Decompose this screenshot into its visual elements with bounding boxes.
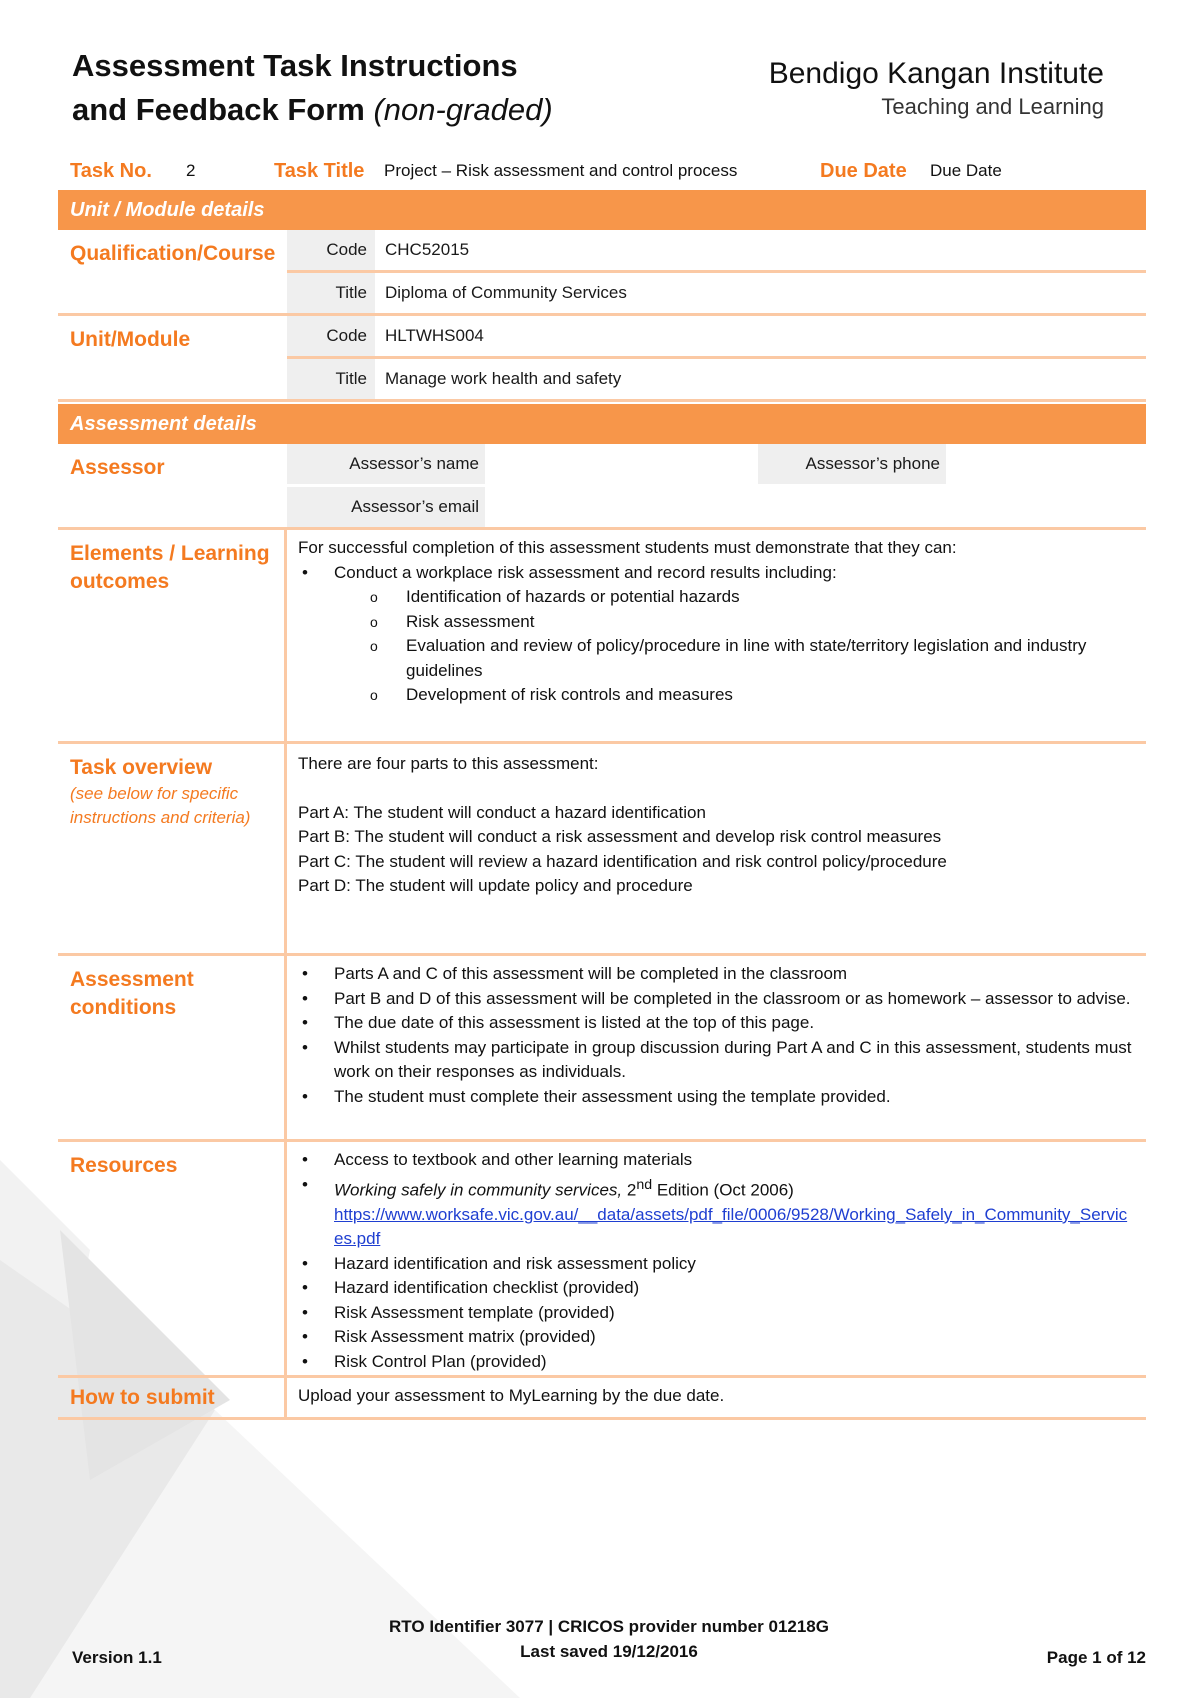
document-title (72, 44, 553, 132)
elements-intro: For successful completion of this assessment students must demonstrate that they can: (298, 538, 957, 557)
rto-identifier: RTO Identifier 3077 | CRICOS provider number 01218G (389, 1617, 829, 1636)
task-overview-row (58, 744, 1146, 956)
qualification-code-label: Code (287, 230, 375, 270)
unit-code-row (287, 316, 1146, 356)
worksafe-link[interactable]: https://www.worksafe.vic.gov.au/__data/assets/pdf_file/0006/9528/Working_Safely_in_Community_Services.pdf (334, 1204, 1128, 1249)
title-line-1: Assessment Task Instructions (72, 48, 518, 83)
assessment-conditions-content (298, 962, 1136, 1109)
resource-item: • Hazard identification and risk assessment policy (334, 1252, 1136, 1277)
title-line-2: and Feedback Form (72, 92, 365, 127)
qualification-title-value: Diploma of Community Services (385, 283, 627, 302)
assessment-details-section-heading: Assessment details (58, 404, 1146, 444)
qualification-code-row (287, 230, 1146, 270)
task-title-value: Project – Risk assessment and control process (384, 161, 738, 180)
task-no-value: 2 (186, 161, 196, 180)
elements-row (58, 530, 1146, 744)
qualification-label: Qualification/Course (70, 242, 276, 265)
resource-item: • Risk Assessment matrix (provided) (334, 1325, 1136, 1350)
qualification-row (58, 230, 1146, 316)
unit-code-label: Code (287, 316, 375, 356)
elements-bullet: • Conduct a workplace risk assessment and record results including: o Identification of hazards or potential hazards o Risk assessment o Evaluation and review of policy/procedure in line with state/territory legislation and industry guidelines o Development of risk controls and measures (334, 561, 1136, 708)
resource-item-worksafe: • Working safely in community services, 2nd Edition (Oct 2006) https://www.worksafe.vic.gov.au/__data/assets/pdf_file/0006/9528/Working_Safely_in_Community_Services.pdf (334, 1173, 1136, 1252)
resource-item: • Access to textbook and other learning materials (334, 1148, 1136, 1173)
last-saved: Last saved 19/12/2016 (520, 1642, 698, 1661)
unit-title-label: Title (287, 359, 375, 399)
assessor-name-label: Assessor’s name (287, 444, 485, 484)
unit-module-section-heading: Unit / Module details (58, 190, 1146, 230)
task-overview-label: Task overview (see below for specific instructions and criteria) (70, 754, 270, 830)
assessor-phone-label: Assessor’s phone (758, 444, 946, 484)
unit-label: Unit/Module (70, 328, 191, 351)
condition-item: • Whilst students may participate in group discussion during Part A and C in this assessment, students must work on their responses as individuals. (334, 1036, 1136, 1085)
title-suffix: (non-graded) (373, 92, 553, 127)
resource-item: • Risk Control Plan (provided) (334, 1350, 1136, 1375)
elements-sub-item: o Development of risk controls and measures (406, 683, 1136, 708)
resources-content (298, 1148, 1136, 1374)
task-no-label: Task No. (70, 160, 152, 182)
how-to-submit-row (58, 1378, 1146, 1420)
due-date-value: Due Date (930, 161, 1002, 180)
overview-part: Part A: The student will conduct a hazard identification (298, 802, 706, 822)
elements-sub-item: o Identification of hazards or potential hazards (406, 585, 1136, 610)
unit-title-value: Manage work health and safety (385, 369, 622, 388)
condition-item: • The due date of this assessment is listed at the top of this page. (334, 1011, 1136, 1036)
overview-part: Part D: The student will update policy and procedure (298, 876, 693, 895)
version-label: Version 1.1 (72, 1648, 162, 1667)
resources-label: Resources (70, 1154, 178, 1177)
task-overview-content (298, 752, 1136, 899)
elements-label: Elements / Learning outcomes (70, 542, 270, 593)
task-title-label: Task Title (274, 160, 365, 182)
how-to-submit-text: Upload your assessment to MyLearning by the due date. (298, 1386, 725, 1405)
resources-row (58, 1142, 1146, 1378)
elements-content (298, 536, 1136, 708)
institute-name: Bendigo Kangan Institute (768, 57, 1104, 90)
overview-intro: There are four parts to this assessment: (298, 754, 599, 773)
assessor-email-label: Assessor’s email (287, 487, 485, 527)
unit-code-value: HLTWHS004 (385, 326, 484, 345)
qualification-code-value: CHC52015 (385, 240, 470, 259)
assessment-conditions-label: Assessment conditions (70, 968, 194, 1019)
unit-title-row (287, 359, 1146, 399)
condition-item: • The student must complete their assessment using the template provided. (334, 1085, 1136, 1110)
department-name: Teaching and Learning (881, 94, 1104, 119)
resource-item: • Risk Assessment template (provided) (334, 1301, 1136, 1326)
qualification-title-row (287, 273, 1146, 313)
condition-item: • Part B and D of this assessment will be completed in the classroom or as homework – assessor to advise. (334, 987, 1136, 1012)
elements-sub-item: o Evaluation and review of policy/procedure in line with state/territory legislation and industry guidelines (406, 634, 1136, 683)
assessor-row (58, 444, 1146, 530)
overview-part: Part C: The student will review a hazard identification and risk control policy/procedure (298, 851, 947, 871)
assessment-conditions-row (58, 956, 1146, 1142)
page-number: Page 1 of 12 (1046, 1648, 1146, 1667)
how-to-submit-label: How to submit (70, 1386, 215, 1409)
due-date-label: Due Date (820, 160, 907, 182)
task-line (58, 156, 1146, 186)
assessor-label: Assessor (70, 456, 165, 479)
unit-row (58, 316, 1146, 402)
task-overview-note: (see below for specific instructions and criteria) (70, 784, 251, 827)
qualification-title-label: Title (287, 273, 375, 313)
resource-item: • Hazard identification checklist (provided) (334, 1276, 1136, 1301)
footer-center (72, 1614, 1146, 1664)
institute-block (769, 56, 1104, 122)
overview-part: Part B: The student will conduct a risk assessment and develop risk control measures (298, 827, 942, 846)
page-footer (72, 1614, 1146, 1674)
assessment-form-table (58, 190, 1146, 1420)
condition-item: • Parts A and C of this assessment will be completed in the classroom (334, 962, 1136, 987)
elements-sub-item: o Risk assessment (406, 610, 1136, 635)
